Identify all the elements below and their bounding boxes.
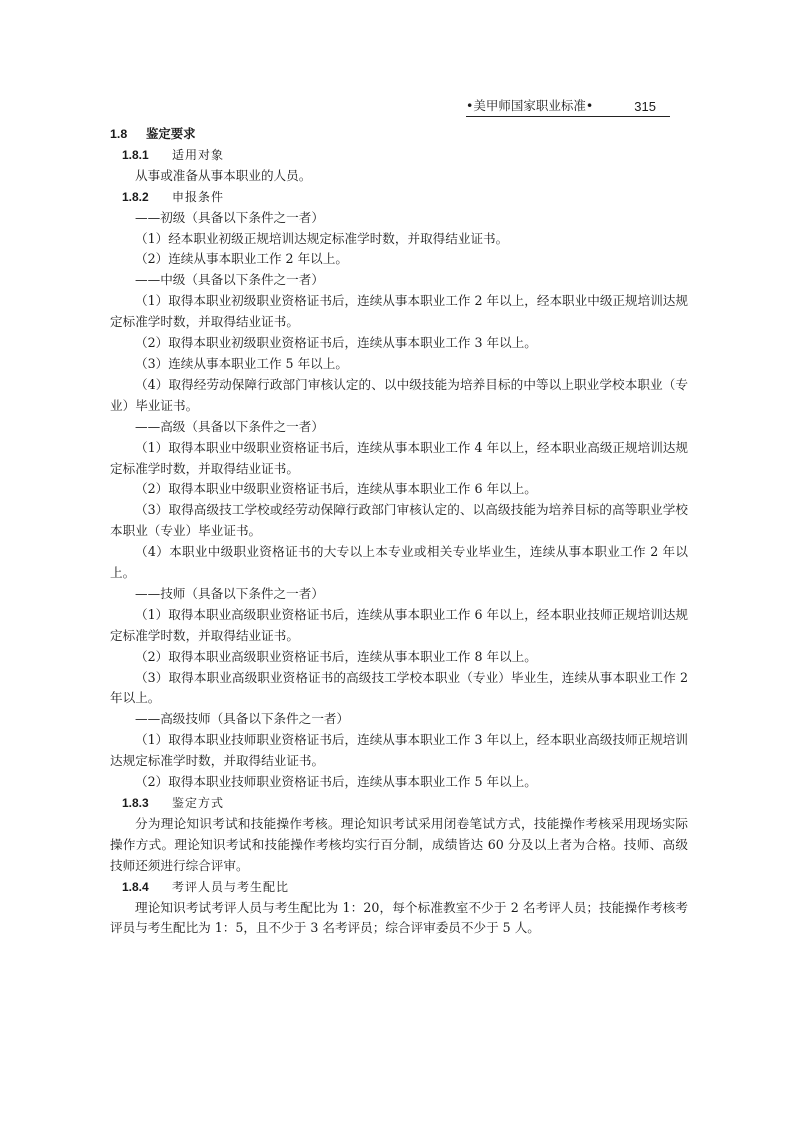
section-number: 1.8 bbox=[110, 127, 128, 141]
section-title: 鉴定要求 bbox=[146, 126, 196, 141]
subsection-heading bbox=[110, 187, 688, 208]
list-item: （2）取得本职业高级职业资格证书后，连续从事本职业工作 8 年以上。 bbox=[135, 648, 537, 664]
level-heading-intermediate: ——中级（具备以下条件之一者） bbox=[135, 272, 324, 288]
subsection-title: 申报条件 bbox=[172, 189, 225, 204]
subsection-heading bbox=[110, 145, 688, 166]
list-item: （2）取得本职业中级职业资格证书后，连续从事本职业工作 6 年以上。 bbox=[135, 481, 537, 497]
subsection-heading bbox=[110, 877, 688, 898]
level-heading-junior: ——初级（具备以下条件之一者） bbox=[135, 209, 324, 225]
list-item: （2）连续从事本职业工作 2 年以上。 bbox=[135, 251, 348, 267]
page-number: 315 bbox=[634, 99, 656, 114]
paragraph: 理论知识考试考评人员与考生配比为 1：20，每个标准教室不少于 2 名考评人员；技能操作考核考评员与考生配比为 1：5，且不少于 3 名考评员；综合评审委员不少于 5 人。 bbox=[110, 899, 688, 936]
list-item: （2）取得本职业技师职业资格证书后，连续从事本职业工作 5 年以上。 bbox=[135, 774, 537, 790]
level-heading-technician: ——技师（具备以下条件之一者） bbox=[135, 585, 324, 601]
page-body bbox=[110, 124, 688, 939]
paragraph: 分为理论知识考试和技能操作考核。理论知识考试采用闭卷笔试方式，技能操作考核采用现场实际操作方式。理论知识考试和技能操作考核均实行百分制，成绩皆达 60 分及以上者为合格。技师、高级技师还须进行综合评审。 bbox=[110, 815, 688, 873]
level-heading-senior: ——高级（具备以下条件之一者） bbox=[135, 418, 324, 434]
subsection-title: 鉴定方式 bbox=[172, 796, 225, 810]
list-item: （2）取得本职业初级职业资格证书后，连续从事本职业工作 3 年以上。 bbox=[135, 335, 537, 351]
list-item: （1）取得本职业初级职业资格证书后，连续从事本职业工作 2 年以上，经本职业中级正规培训达规定标准学时数，并取得结业证书。 bbox=[110, 293, 688, 330]
list-item: （3）连续从事本职业工作 5 年以上。 bbox=[135, 355, 348, 371]
subsection-title: 考评人员与考生配比 bbox=[172, 879, 290, 894]
subsection-number: 1.8.4 bbox=[122, 879, 149, 894]
list-item: （1）取得本职业中级职业资格证书后，连续从事本职业工作 4 年以上，经本职业高级正规培训达规定标准学时数，并取得结业证书。 bbox=[110, 439, 688, 476]
running-header bbox=[466, 92, 670, 117]
list-item: （4）本职业中级职业资格证书的大专以上本专业或相关专业毕业生，连续从事本职业工作 2 年以上。 bbox=[110, 544, 688, 581]
list-item: （1）取得本职业高级职业资格证书后，连续从事本职业工作 6 年以上，经本职业技师正规培训达规定标准学时数，并取得结业证书。 bbox=[110, 606, 688, 643]
subsection-title: 适用对象 bbox=[172, 147, 225, 162]
list-item: （4）取得经劳动保障行政部门审核认定的、以中级技能为培养目标的中等以上职业学校本职业（专业）毕业证书。 bbox=[110, 376, 688, 413]
list-item: （1）取得本职业技师职业资格证书后，连续从事本职业工作 3 年以上，经本职业高级技师正规培训达规定标准学时数，并取得结业证书。 bbox=[110, 732, 688, 769]
level-heading-senior-technician: ——高级技师（具备以下条件之一者） bbox=[135, 711, 350, 727]
subsection-number: 1.8.3 bbox=[122, 796, 149, 810]
subsection-number: 1.8.2 bbox=[122, 189, 149, 204]
list-item: （3）取得高级技工学校或经劳动保障行政部门审核认定的、以高级技能为培养目标的高等职业学校本职业（专业）毕业证书。 bbox=[110, 502, 688, 539]
list-item: （1）经本职业初级正规培训达规定标准学时数，并取得结业证书。 bbox=[135, 230, 509, 246]
list-item: （3）取得本职业高级职业资格证书的高级技工学校本职业（专业）毕业生，连续从事本职业工作 2 年以上。 bbox=[110, 669, 688, 706]
section-heading bbox=[110, 124, 688, 145]
subsection-heading bbox=[110, 793, 688, 814]
running-header-title: •美甲师国家职业标准• bbox=[466, 98, 594, 113]
subsection-number: 1.8.1 bbox=[122, 147, 149, 162]
paragraph: 从事或准备从事本职业的人员。 bbox=[135, 167, 312, 183]
